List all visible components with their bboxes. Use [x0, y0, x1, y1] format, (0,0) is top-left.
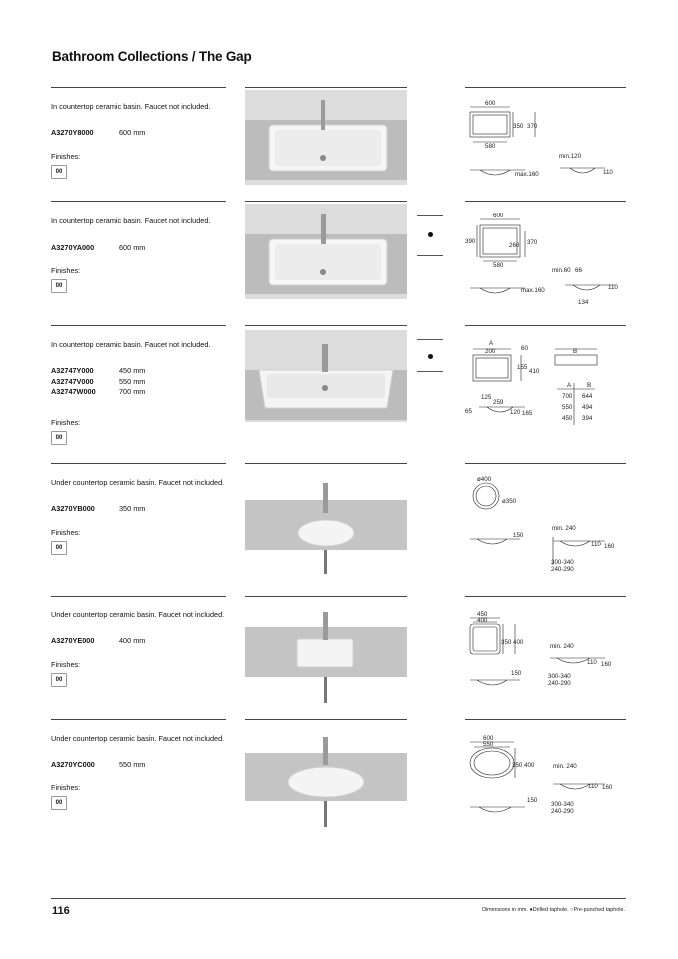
- section-divider: [245, 463, 407, 464]
- svg-text:65: 65: [465, 408, 472, 415]
- product-code: A3270YE000: [51, 636, 95, 645]
- finishes-label: Finishes:: [51, 660, 81, 669]
- product-code-list: [51, 636, 145, 647]
- finish-swatch: 00: [51, 673, 67, 687]
- variant-row: [51, 128, 145, 139]
- svg-text:110: 110: [587, 659, 597, 666]
- svg-text:A: A: [489, 340, 494, 347]
- svg-text:240-290: 240-290: [551, 808, 574, 815]
- section-divider: [465, 201, 626, 202]
- svg-text:240-290: 240-290: [551, 566, 574, 573]
- svg-text:259: 259: [493, 399, 504, 406]
- svg-text:350: 350: [501, 639, 512, 646]
- technical-drawing: [465, 100, 625, 185]
- product-size: 600 mm: [119, 128, 146, 137]
- product-description: Under countertop ceramic basin. Faucet not included.: [51, 610, 225, 619]
- product-size: 700 mm: [119, 387, 146, 396]
- svg-text:ø400: ø400: [477, 476, 492, 483]
- svg-text:550: 550: [483, 741, 494, 748]
- section-divider: [245, 596, 407, 597]
- svg-text:150: 150: [527, 797, 538, 804]
- product-photo: [245, 733, 407, 833]
- svg-text:350: 350: [513, 123, 524, 130]
- svg-text:110: 110: [608, 284, 618, 291]
- section-divider: [465, 463, 626, 464]
- dimension-table-header: B: [587, 382, 592, 389]
- svg-text:B: B: [573, 348, 578, 355]
- section-divider: [245, 325, 407, 326]
- variant-row: [51, 366, 145, 377]
- product-code: A3270YB000: [51, 504, 95, 513]
- svg-text:160: 160: [601, 661, 612, 668]
- variant-row: [51, 504, 145, 515]
- dimension-table-cell: 700: [562, 393, 573, 400]
- svg-text:min.120: min.120: [559, 153, 582, 160]
- svg-text:260: 260: [509, 242, 520, 249]
- legend-prepunched: Pre-punched taphole.: [573, 907, 625, 913]
- page-title: Bathroom Collections / The Gap: [52, 49, 252, 64]
- svg-text:min. 240: min. 240: [553, 763, 577, 770]
- svg-text:110: 110: [588, 783, 598, 790]
- svg-text:160: 160: [604, 543, 615, 550]
- legend-drilled: Drilled taphole.: [532, 907, 569, 913]
- svg-text:max.160: max.160: [515, 171, 539, 178]
- variant-row: [51, 243, 145, 254]
- finishes-label: Finishes:: [51, 152, 81, 161]
- variant-row: [51, 760, 145, 771]
- product-size: 550 mm: [119, 760, 146, 769]
- finish-swatch: 00: [51, 796, 67, 810]
- product-code-list: [51, 128, 145, 139]
- product-code: A3270Y8000: [51, 128, 94, 137]
- finish-swatch: 00: [51, 541, 67, 555]
- svg-text:125: 125: [481, 394, 492, 401]
- finishes-label: Finishes:: [51, 783, 81, 792]
- svg-text:60: 60: [521, 345, 528, 352]
- svg-text:580: 580: [485, 143, 496, 150]
- footer-divider: [51, 898, 626, 899]
- technical-drawing: [465, 732, 625, 817]
- dimension-table-cell: 550: [562, 404, 573, 411]
- svg-text:120: 120: [510, 409, 521, 416]
- svg-text:110: 110: [591, 541, 601, 548]
- page-number: 116: [52, 905, 70, 917]
- section-divider: [465, 596, 626, 597]
- svg-text:200: 200: [485, 348, 496, 355]
- variant-row: [51, 377, 145, 388]
- technical-drawing: [465, 475, 625, 575]
- svg-text:240-290: 240-290: [548, 680, 571, 687]
- svg-text:600: 600: [485, 100, 496, 107]
- product-size: 600 mm: [119, 243, 146, 252]
- svg-text:370: 370: [527, 123, 538, 130]
- svg-text:410: 410: [529, 368, 540, 375]
- technical-drawing: [465, 213, 625, 308]
- drilled-taphole-icon: [428, 354, 433, 359]
- section-divider: [51, 87, 226, 88]
- section-divider: [465, 719, 626, 720]
- svg-text:min. 240: min. 240: [550, 643, 574, 650]
- variant-row: [51, 387, 145, 398]
- svg-text:400: 400: [513, 639, 524, 646]
- product-photo: [245, 478, 407, 578]
- svg-text:370: 370: [527, 239, 538, 246]
- svg-text:150: 150: [513, 532, 524, 539]
- legend-prefix: Dimensions in mm.: [482, 907, 528, 913]
- section-divider: [51, 201, 226, 202]
- section-divider: [465, 87, 626, 88]
- svg-text:165: 165: [522, 410, 533, 417]
- dimension-table-cell: 494: [582, 404, 593, 411]
- product-description: In countertop ceramic basin. Faucet not included.: [51, 340, 211, 349]
- svg-text:66: 66: [575, 267, 582, 274]
- product-description: Under countertop ceramic basin. Faucet not included.: [51, 478, 225, 487]
- technical-drawing: [465, 337, 625, 427]
- finishes-label: Finishes:: [51, 266, 81, 275]
- svg-text:450: 450: [477, 611, 488, 618]
- svg-text:600: 600: [483, 735, 494, 742]
- svg-text:134: 134: [578, 299, 589, 306]
- svg-text:600: 600: [493, 213, 504, 219]
- svg-text:300-340: 300-340: [548, 673, 571, 680]
- dimension-table-header: A: [567, 382, 572, 389]
- svg-text:580: 580: [493, 262, 504, 269]
- variant-row: [51, 636, 145, 647]
- drilled-taphole-icon: [428, 232, 433, 237]
- empty-circle-icon: ○: [570, 907, 574, 913]
- svg-text:150: 150: [511, 670, 522, 677]
- svg-text:400: 400: [477, 617, 488, 624]
- dimension-table-cell: 644: [582, 393, 593, 400]
- section-divider: [245, 87, 407, 88]
- section-divider: [245, 201, 407, 202]
- product-photo: [245, 204, 407, 299]
- product-code: A3270YC000: [51, 760, 95, 769]
- section-divider: [245, 719, 407, 720]
- dimension-table-cell: 450: [562, 415, 573, 422]
- technical-drawing: [465, 608, 625, 693]
- svg-text:110: 110: [603, 169, 613, 176]
- section-divider: [51, 596, 226, 597]
- svg-text:min.60: min.60: [552, 267, 571, 274]
- svg-text:300-340: 300-340: [551, 559, 574, 566]
- product-size: 450 mm: [119, 366, 146, 375]
- svg-text:155: 155: [517, 364, 528, 371]
- section-divider: [465, 325, 626, 326]
- section-divider: [51, 463, 226, 464]
- product-code-list: [51, 760, 145, 771]
- product-size: 550 mm: [119, 376, 146, 386]
- product-photo: [245, 90, 407, 185]
- product-code: A32747Y000: [51, 366, 94, 375]
- product-code-list: [51, 366, 145, 398]
- footer-legend: [482, 907, 625, 913]
- product-code: A32747W000: [51, 387, 96, 396]
- finish-swatch: 00: [51, 165, 67, 179]
- dimension-table-cell: 394: [582, 415, 593, 422]
- product-photo: [245, 330, 407, 422]
- svg-text:max.160: max.160: [521, 287, 545, 294]
- svg-text:min. 240: min. 240: [552, 525, 576, 532]
- svg-text:300-340: 300-340: [551, 801, 574, 808]
- product-code: A32747V000: [51, 376, 94, 386]
- filled-circle-icon: ●: [529, 907, 533, 913]
- product-size: 350 mm: [119, 504, 146, 513]
- section-divider: [51, 325, 226, 326]
- svg-text:350: 350: [512, 762, 523, 769]
- svg-text:ø350: ø350: [502, 498, 517, 505]
- product-code-list: [51, 504, 145, 515]
- product-description: In countertop ceramic basin. Faucet not included.: [51, 216, 211, 225]
- svg-text:160: 160: [602, 784, 613, 791]
- product-code: A3270YA000: [51, 243, 95, 252]
- finishes-label: Finishes:: [51, 528, 81, 537]
- finishes-label: Finishes:: [51, 418, 81, 427]
- svg-text:400: 400: [524, 762, 535, 769]
- svg-text:390: 390: [465, 238, 476, 245]
- finish-swatch: 00: [51, 431, 67, 445]
- product-photo: [245, 609, 407, 709]
- product-description: In countertop ceramic basin. Faucet not included.: [51, 102, 211, 111]
- product-description: Under countertop ceramic basin. Faucet not included.: [51, 734, 225, 743]
- product-size: 400 mm: [119, 636, 146, 645]
- section-divider: [51, 719, 226, 720]
- product-code-list: [51, 243, 145, 254]
- finish-swatch: 00: [51, 279, 67, 293]
